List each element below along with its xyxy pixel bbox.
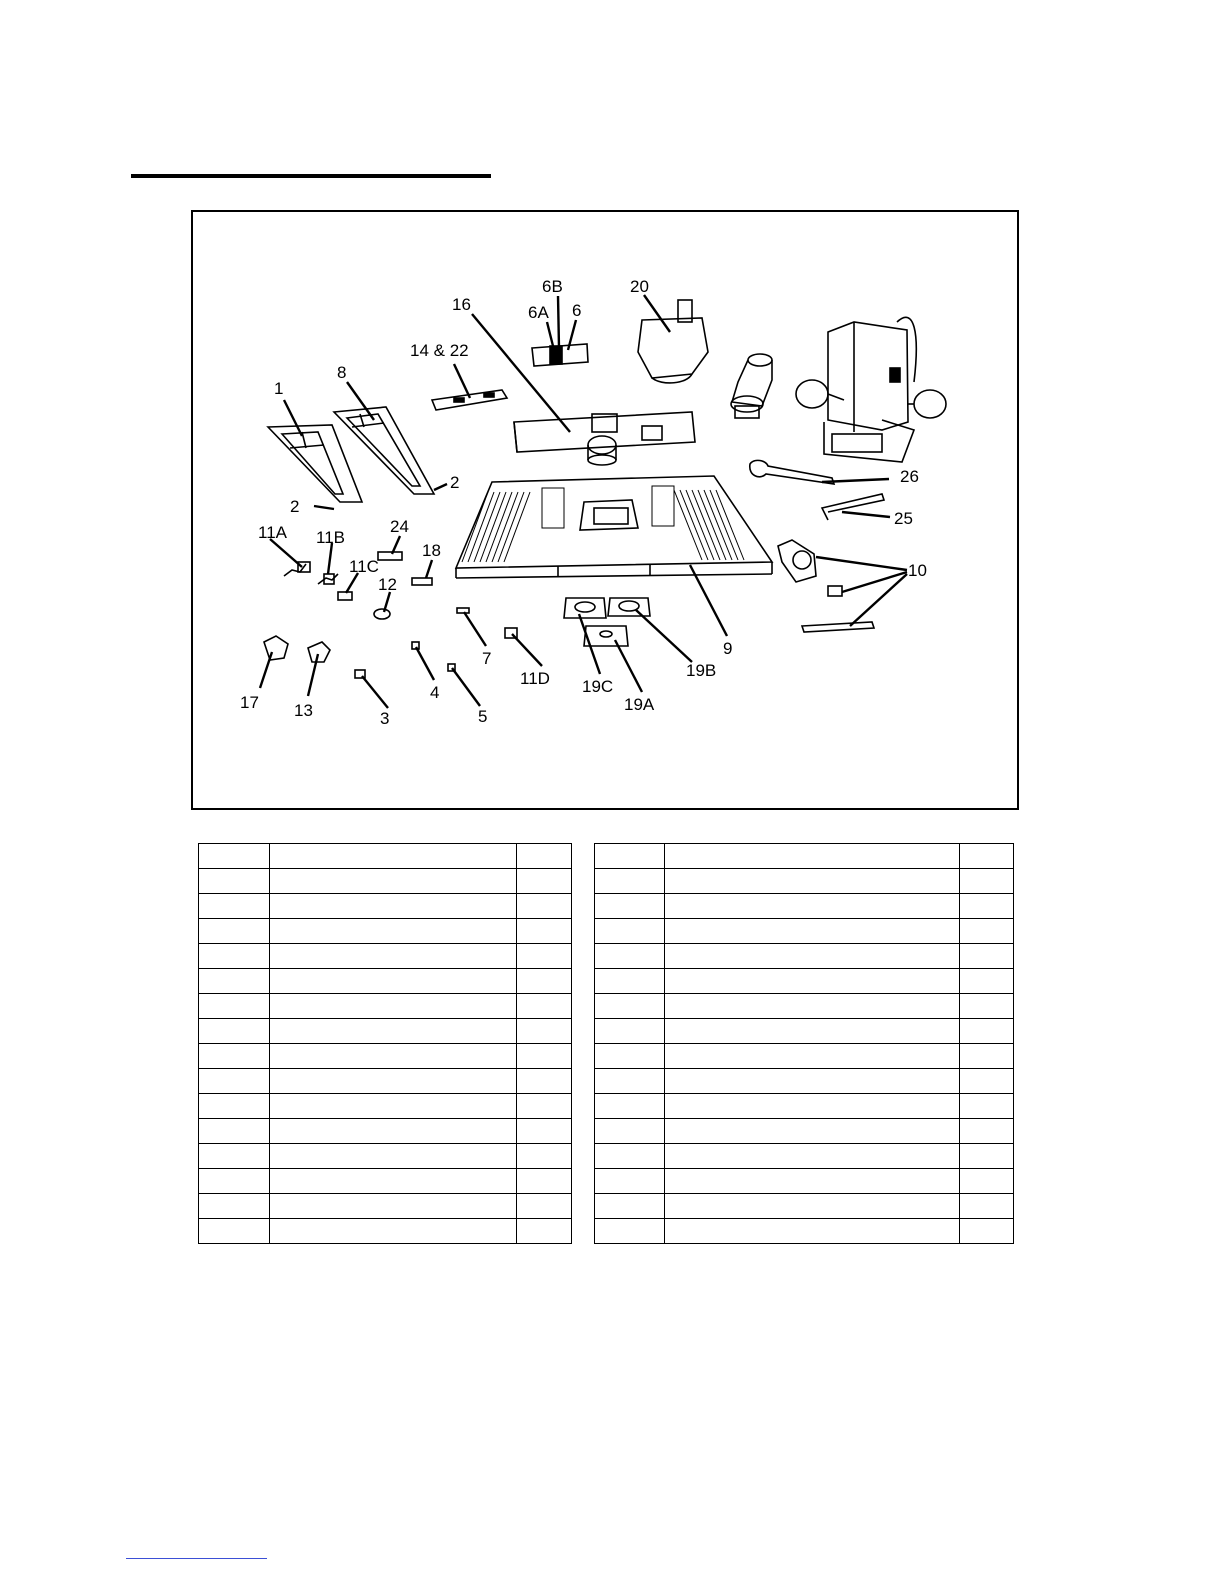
table-cell (665, 944, 960, 969)
table-cell (199, 1219, 270, 1244)
table-cell (517, 1019, 572, 1044)
callout-19C: 19C (582, 677, 614, 696)
table-cell (199, 844, 270, 869)
callout-7: 7 (482, 649, 492, 668)
table-cell (270, 869, 517, 894)
table-cell (517, 894, 572, 919)
table-cell (199, 1019, 270, 1044)
table-cell (665, 1194, 960, 1219)
table-cell (665, 1219, 960, 1244)
table-cell (270, 919, 517, 944)
table-row (595, 1119, 1014, 1144)
table-cell (270, 994, 517, 1019)
table-cell (960, 1069, 1014, 1094)
table-cell (665, 1019, 960, 1044)
table-cell (270, 1044, 517, 1069)
table-cell (960, 894, 1014, 919)
table-cell (270, 894, 517, 919)
leg-1-drawing (268, 425, 362, 502)
hardware-drawings (264, 552, 517, 678)
callout-16: 16 (452, 295, 471, 314)
table-row (199, 1044, 572, 1069)
dust-port-drawing (731, 354, 772, 418)
table-cell (595, 1219, 665, 1244)
table-row (199, 969, 572, 994)
table-row (595, 844, 1014, 869)
table-cell (665, 1169, 960, 1194)
table-cell (665, 869, 960, 894)
table-cell (517, 1119, 572, 1144)
parts-illustration (193, 212, 1021, 812)
table-cell (270, 1069, 517, 1094)
table-cell (960, 1094, 1014, 1119)
table-row (595, 969, 1014, 994)
table-cell (960, 1219, 1014, 1244)
table-cell (665, 919, 960, 944)
table-row (199, 1144, 572, 1169)
table-cell (199, 1044, 270, 1069)
table-row (595, 994, 1014, 1019)
callout-18: 18 (422, 541, 441, 560)
table-cell (199, 1069, 270, 1094)
table-row (199, 894, 572, 919)
table-row (199, 919, 572, 944)
table-row (595, 1019, 1014, 1044)
table-cell (665, 1144, 960, 1169)
table-cell (517, 1094, 572, 1119)
table-cell (595, 1069, 665, 1094)
exploded-parts-diagram (191, 210, 1019, 810)
wrench-26-drawing (750, 460, 834, 484)
table-cell (517, 1194, 572, 1219)
table-row (595, 1044, 1014, 1069)
table-cell (595, 1144, 665, 1169)
callout-2-right: 2 (450, 473, 460, 492)
insert-rings-19-drawing (564, 598, 650, 646)
table-cell (199, 944, 270, 969)
table-cell (665, 1119, 960, 1144)
table-cell (199, 1119, 270, 1144)
table-row (595, 1169, 1014, 1194)
callout-10: 10 (908, 561, 927, 580)
table-row (199, 1069, 572, 1094)
callout-20: 20 (630, 277, 649, 296)
parts-table-right (594, 843, 1014, 1244)
table-cell (270, 1019, 517, 1044)
callout-11C: 11C (349, 557, 379, 576)
table-cell (517, 1169, 572, 1194)
table-cell (199, 869, 270, 894)
footer-link-underline (126, 1558, 267, 1559)
table-row (199, 1194, 572, 1219)
fence-16-drawing (514, 412, 695, 465)
table-cell (270, 1119, 517, 1144)
callout-13: 13 (294, 701, 313, 720)
table-cell (199, 1169, 270, 1194)
table-cell (270, 969, 517, 994)
table-cell (595, 1094, 665, 1119)
callout-11A: 11A (258, 523, 287, 542)
table-cell (199, 969, 270, 994)
table-cell (960, 1119, 1014, 1144)
table-cell (665, 1069, 960, 1094)
table-row (199, 1019, 572, 1044)
callout-8: 8 (337, 363, 347, 382)
callout-5: 5 (478, 707, 488, 726)
router-drawing (796, 317, 946, 462)
table-row (595, 894, 1014, 919)
callout-19A: 19A (624, 695, 655, 714)
table-row (199, 844, 572, 869)
callout-6: 6 (572, 301, 582, 320)
table-row (595, 1144, 1014, 1169)
table-row (595, 919, 1014, 944)
table-cell (517, 994, 572, 1019)
table-cell (199, 1094, 270, 1119)
parts-table-right-body (595, 844, 1014, 1244)
table-cell (595, 1194, 665, 1219)
table-cell (270, 1094, 517, 1119)
table-cell (665, 894, 960, 919)
table-cell (517, 1144, 572, 1169)
table-row (199, 1094, 572, 1119)
table-cell (665, 994, 960, 1019)
dust-hood-20-drawing (638, 300, 708, 383)
table-cell (270, 844, 517, 869)
table-cell (665, 1044, 960, 1069)
callout-14-22: 14 & 22 (410, 341, 469, 360)
table-row (199, 869, 572, 894)
table-cell (595, 844, 665, 869)
callout-25: 25 (894, 509, 913, 528)
table-cell (199, 919, 270, 944)
table-cell (595, 869, 665, 894)
table-cell (270, 944, 517, 969)
table-cell (665, 844, 960, 869)
table-top-9-drawing (456, 476, 772, 578)
table-cell (199, 1144, 270, 1169)
table-cell (595, 1169, 665, 1194)
table-row (595, 1194, 1014, 1219)
callout-17: 17 (240, 693, 259, 712)
table-cell (960, 1169, 1014, 1194)
table-row (199, 1119, 572, 1144)
parts-table-left-body (199, 844, 572, 1244)
table-cell (960, 869, 1014, 894)
table-cell (595, 944, 665, 969)
table-cell (595, 1119, 665, 1144)
callout-9: 9 (723, 639, 733, 658)
table-cell (960, 969, 1014, 994)
table-row (199, 1219, 572, 1244)
table-cell (199, 1194, 270, 1219)
callout-11D: 11D (520, 669, 550, 688)
table-cell (270, 1219, 517, 1244)
table-cell (270, 1169, 517, 1194)
callout-24: 24 (390, 517, 409, 536)
section-heading-rule (131, 174, 491, 178)
table-cell (517, 1219, 572, 1244)
callout-6A: 6A (528, 303, 549, 322)
table-cell (517, 1044, 572, 1069)
table-cell (270, 1194, 517, 1219)
callout-19B: 19B (686, 661, 717, 680)
table-row (199, 1169, 572, 1194)
callout-2-left: 2 (290, 497, 300, 516)
table-cell (960, 1144, 1014, 1169)
callout-3: 3 (380, 709, 390, 728)
table-cell (960, 844, 1014, 869)
table-row (595, 1094, 1014, 1119)
callout-11B: 11B (316, 528, 345, 547)
table-cell (517, 919, 572, 944)
leg-8-drawing (334, 407, 434, 494)
table-cell (595, 994, 665, 1019)
table-cell (595, 894, 665, 919)
table-cell (199, 994, 270, 1019)
table-cell (517, 869, 572, 894)
table-cell (960, 944, 1014, 969)
table-cell (595, 969, 665, 994)
table-cell (517, 1069, 572, 1094)
callout-26: 26 (900, 467, 919, 486)
plate-14-22-drawing (432, 390, 507, 410)
table-cell (517, 944, 572, 969)
table-cell (517, 969, 572, 994)
table-cell (960, 994, 1014, 1019)
table-row (595, 944, 1014, 969)
table-cell (595, 919, 665, 944)
table-cell (595, 1019, 665, 1044)
table-cell (665, 969, 960, 994)
table-row (595, 869, 1014, 894)
table-row (199, 944, 572, 969)
parts-table-left (198, 843, 572, 1244)
callout-4: 4 (430, 683, 440, 702)
table-row (199, 994, 572, 1019)
table-row (595, 1219, 1014, 1244)
table-row (595, 1069, 1014, 1094)
table-cell (270, 1144, 517, 1169)
table-cell (517, 844, 572, 869)
table-cell (960, 1194, 1014, 1219)
table-cell (960, 919, 1014, 944)
table-cell (665, 1094, 960, 1119)
table-cell (595, 1044, 665, 1069)
callout-12: 12 (378, 575, 397, 594)
callout-6B: 6B (542, 277, 563, 296)
table-cell (960, 1019, 1014, 1044)
table-cell (960, 1044, 1014, 1069)
callout-1: 1 (274, 379, 284, 398)
table-cell (199, 894, 270, 919)
